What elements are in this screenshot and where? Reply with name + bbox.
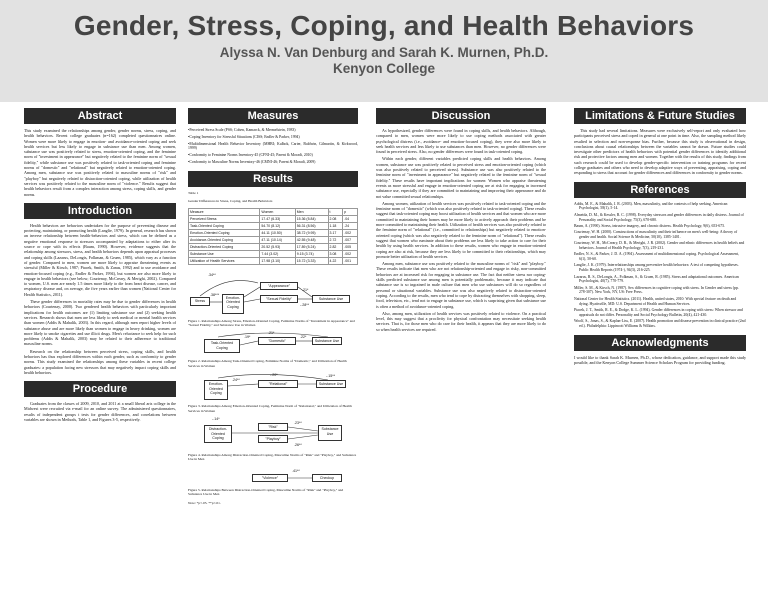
fig2-task-coping-box: Task-Oriented Coping [204, 339, 240, 353]
fig4-coef: .23** [294, 421, 302, 426]
discussion-paragraph: As hypothesized, gender differences were found in coping skills, and health behaviors. Although, compared to men, women were more likely to use coping methods associated with greater psychological distress (i.e., avoidance- and emotion-focused coping), they were also more likely to seek health services and less likely to use substances than men. However, no gender differences were found in perceived stress. Also, no gender differences were found in task-oriented coping. [376, 128, 546, 155]
fig1-coef: -.28** [300, 302, 309, 307]
significance-note: Note: *p<.05. **p<.01. [188, 500, 221, 505]
table-cell: 54.70 (8.12) [260, 222, 295, 229]
table-cell: Perceived Stress [189, 215, 260, 222]
fig1-sexual-fidelity-box: "Sexual Fidelity" [260, 295, 298, 303]
table-row [189, 257, 358, 264]
table-caption: Gender Differences in Stress, Coping, and Health Behaviors [188, 199, 273, 204]
figure-3 [188, 372, 358, 402]
column-1 [24, 108, 176, 594]
introduction-paragraph: Research on the relationship between perceived stress, coping skills, and health behaviors has thus explored differences within each gender, such as conformity to gender norms. This study examined the relationships among these variables in recent college graduates: a population facing new stressors that may negatively impact coping skills and health behaviors. [24, 348, 176, 375]
measures-heading: Measures [188, 108, 358, 124]
fig3-emotion-coping-box: Emotion-Oriented Coping [204, 380, 228, 400]
poster-title: Gender, Stress, Coping, and Health Behaviors [73, 10, 695, 41]
table-cell: .002 [343, 250, 358, 257]
table-cell: 44.11 (10.50) [260, 229, 295, 236]
table-row [189, 236, 358, 243]
table-cell: Utilization of Health Services [189, 257, 260, 264]
reference-entry: Miller, S. M., & Kirsch, N. (1987). Sex differences in cognitive coping with stress. In Gender and stress (pp. 278-307). New York, NY, US: Free Press. [574, 285, 739, 295]
table-cell: .002 [343, 229, 358, 236]
fig5-coef: .41** [292, 468, 300, 473]
fig4-coef: .26** [294, 443, 302, 448]
fig3-coef: .24** [232, 378, 240, 383]
reference-entry: National Center for Health Statistics. (2011). Health, united states, 2010: With special feature on death and dying. Hyattsville, MD: U.S. Department of Health and Human Services. [574, 296, 737, 306]
figure-1 [188, 269, 358, 317]
reference-entry: Woolf, S., Jonas, S., & Kaplan-Liss, E. (2007). Health promotion and disease prevention in clinical practice (2nd ed.). Philadelphia: Lippincott Williams & Wilkins. [574, 318, 746, 328]
reference-entry: Ptacek, J. T., Smith, R. E., & Dodge, K. L. (1994). Gender differences in coping with stress: When stressor and appraisals do not differ. Personality and Social Psychology Bulletin, 20(4), 421-430. [574, 307, 743, 317]
measures-item: •Coping Inventory for Stressful Situations (CISS; Endler & Parker, 1994) [188, 134, 300, 139]
results-table [188, 208, 358, 265]
table-header-cell: Women [260, 208, 295, 215]
table-row [189, 222, 358, 229]
table-cell: 7.44 (3.02) [260, 250, 295, 257]
table-cell: 2.82 [328, 243, 343, 250]
table-cell: 17.98 (3.10) [260, 257, 295, 264]
figure-5 [188, 466, 358, 486]
table-cell: 2.72 [328, 236, 343, 243]
acknowledgments-heading: Acknowledgments [574, 335, 746, 351]
figure-2-caption: Figure 2. Relationships Among Task-Oriented Coping, Feminine Norms of "Domestic," and Utilization of Health Services in Women [188, 359, 347, 368]
results-heading: Results [188, 171, 358, 187]
measures-item: •Conformity to Masculine Norms Inventory-46 (CMNI-46; Parent & Moradi, 2009) [188, 159, 316, 164]
table-cell: .24 [343, 222, 358, 229]
column-2 [188, 108, 358, 594]
poster-institution: Kenyon College [332, 61, 435, 76]
table-cell: .007 [343, 236, 358, 243]
table-cell: 2.08 [328, 215, 343, 222]
table-cell: .005 [343, 243, 358, 250]
table-row [189, 250, 358, 257]
table-header-row [189, 208, 358, 215]
fig2-coef: .22* [300, 335, 307, 340]
table-label: Table 1 [188, 190, 199, 195]
reference-entry: Addis, M. E., & Mahalik, J. R. (2003). Men, masculinity, and the contexts of help seeking. American Psychologist, 58(1), 5-14. [574, 201, 728, 211]
fig3-checkup-box: Substance Use [316, 380, 346, 388]
references-heading: References [574, 182, 746, 198]
table-cell: 56.31 (8.56) [295, 222, 328, 229]
fig4-risk-box: "Risk" [258, 423, 288, 431]
figure-3-caption: Figure 3. Relationships Among Emotion-Oriented Coping, Feminine Norm of "Relational," and Utilization of Health Services in Women [188, 404, 352, 413]
fig2-coef: .19* [244, 335, 251, 340]
reference-entry: Endler, N. S., & Parker, J. D. A. (1994). Assessment of multidimensional coping. Psychological Assessment, 6(1), 50-60. [574, 252, 739, 262]
fig4-coef: -.14* [212, 417, 220, 422]
table-cell: Avoidance-Oriented Coping [189, 236, 260, 243]
table-header-cell: p [343, 208, 358, 215]
figure-1-caption: Figure 1. Relationships Among Stress, Emotion-Oriented Coping, Feminine Norms of "Investment in Appearance" and "Sexual Fidelity," and Substance Use in Women [188, 318, 355, 327]
table-header-cell: Measure [189, 208, 260, 215]
procedure-heading: Procedure [24, 381, 176, 397]
fig1-stress-box: Stress [190, 297, 210, 306]
poster-header [0, 0, 768, 102]
fig3-coef: -.15** [326, 374, 335, 379]
table-cell: 38.72 (9.95) [295, 229, 328, 236]
column-4 [574, 108, 746, 594]
discussion-paragraph: Among men, substance use was positively related to the masculine norms of "risk" and "playboy." These results indicate that men who are not relationship-oriented and engage in risky, non-committed behaviors are at increased risk for engaging in substance use. The fact that neither stress nor coping-skills predicted substance use among men is potentially problematic, because it may indicate that substance use is so ingrained in male culture that men who use substances will do so regardless of personal or situational variables. Substance use was also negatively related to distraction-oriented coping. According to the results, men who tend to cope by distracting themselves with shopping, sleep, food, television, etc., tend not to engage in substance use, which is surprising given that substance use is often a method of avoidance-oriented coping. [376, 261, 546, 309]
reference-entry: Baum, A. (1990). Stress, intrusive imagery, and chronic distress. Health Psychology, 9(6), 653-675. [574, 223, 726, 228]
table-cell: 4.22 [328, 257, 343, 264]
table-row [189, 215, 358, 222]
measures-item: •Conformity to Feminine Norms Inventory-45 (CFNI-45; Parent & Moradi, 2010) [188, 153, 313, 158]
fig5-violence-box: "Violence" [252, 474, 288, 482]
fig4-playboy-box: "Playboy" [258, 435, 288, 443]
figure-2 [188, 331, 358, 357]
limitations-text: This study had several limitations. Measures were exclusively self-report and only evaluated how participants perceived stress and coped in general at one point in time. Also, the sampling method likely resulted in selection and non-response bias. Further, because this study is observational in design, conclusions about causal relationships between the variables cannot be drawn. Future studies could investigate other predictors of health behaviors with potential gender differences to identify additional risk and protective factors among men and women. Together with the results of this study, findings from such research could be used to develop gender-specific intervention or training programs for recent college graduates and others who need to develop adaptive ways of preventing, appraising, coping and responding to stress that account for gender differences and differences in conformity to gender norms. [574, 128, 746, 176]
reference-entry: Langlie, J. K. (1979). Interrelationships among preventive health behaviors: A test of competing hypotheses. Public Health Reports (1974-), 94(3), 216-225. [574, 263, 739, 273]
abstract-text: This study examined the relationships among gender, gender norms, stress, coping, and health behaviors. Recent college graduates (n=162) completed questionnaires online. Women were more likely to engage in emotion- and avoidance-oriented coping and seek health services but less likely to engage in substance use than men. Among women, substance use was positively related to stress, emotion-oriented coping, and the feminine norm of "investment in appearance" but negatively related to the feminine norm of "sexual fidelity," while substance use was positively related to task-oriented coping and feminine norms of "domestic" and "relational" but negatively related to emotion-oriented coping. Among men, substance use was positively related to masculine norms of "risk" and "playboy" but negatively related to distraction-oriented coping, while utilization of health services was positively related to the masculine norm of "violence." Results suggest that health behaviors result from a complex interaction among stress, coping skills, and gender norms. [24, 128, 176, 197]
figure-4 [188, 417, 358, 451]
introduction-paragraph: These gender differences in mortality rates may be due to gender differences in health behaviors (Courtenay, 2000). Two gendered health behaviors with particularly important implications for health outcomes are (1) limiting substance use and (2) seeking health services. Research shows that men are less likely to seek medical or mental health services than women (Addis & Mahalik, 2003). In this regard, although men report higher levels of substance abuse and are more likely than women to engage in heavy drinking, women are more likely to smoke cigarettes and use illicit drugs. Men's reluctance to seek help for such problems (Addis & Mahalik, 2003) may be related to their adherence to traditional masculine norms. [24, 299, 176, 347]
table-cell: 20.52 (5.93) [260, 243, 295, 250]
table-cell: 1.18 [328, 222, 343, 229]
table-cell: 17.89 (5.24) [295, 243, 328, 250]
procedure-text: Graduates from the classes of 2009, 2010, and 2011 at a small liberal arts college in the Midwest were recruited via e-mail for an online survey. The administered questionnaires, results of independent groups t tests for gender differences, and correlations between variables are shown in Methods, Table 1, and Figures 3-5, respectively. [24, 401, 176, 423]
table-cell: Substance Use [189, 250, 260, 257]
measures-item: •Multidimensional Health Behavior Inventory (MHBI; Kulbok, Carter, Baldwin, Gilmartin, & Kirkwood, 1999) [188, 141, 358, 151]
column-3 [376, 108, 546, 594]
reference-entry: Courtenay, W. H. (2000). Constructions of masculinity and their influence on men's well-being: A theory of gender and health. Social Science & Medicine, 50(10), 1385-1401. [574, 230, 738, 239]
fig5-checkup-box: Checkup [312, 474, 342, 482]
discussion-heading: Discussion [376, 108, 546, 124]
table-cell: 42.55 (9.48) [295, 236, 328, 243]
table-header-cell: t [328, 208, 343, 215]
table-cell: Emotion-Oriented Coping [189, 229, 260, 236]
table-cell: .04 [343, 215, 358, 222]
fig1-substance-use-box: Substance Use [312, 295, 350, 303]
table-cell: 3.17 [328, 229, 343, 236]
fig1-emotion-coping-box: Emotion-Oriented Coping [222, 294, 244, 314]
table-row [189, 229, 358, 236]
fig2-checkup-box: Substance Use [312, 337, 342, 345]
fig1-appearance-box: "Appearance" [260, 282, 298, 290]
reference-entry: Lazarus, R. S., DeLongis, A., Folkman, S., & Gruen, R. (1985). Stress and adaptational outcomes. American Psychologist, 40(7), 770-779. [574, 274, 739, 284]
table-cell: 47.11 (10.14) [260, 236, 295, 243]
table-cell: Task-Oriented Coping [189, 222, 260, 229]
fig4-substance-use-box: Substance Use [318, 425, 342, 441]
table-cell: 9.15 (3.74) [295, 250, 328, 257]
fig2-coef: .21* [268, 331, 275, 336]
discussion-paragraph: Also, among men, utilization of health services was positively related to violence. On a practical level, this may suggest that a proclivity for physical confrontation may necessitate seeking health services. That is, for those men who do care for their health, it appears that they are more likely to do so when health services are required. [376, 310, 546, 332]
table-cell: Distraction-Oriented Coping [189, 243, 260, 250]
figure-4-caption: Figure 4. Relationships Among Distraction-Oriented Coping, Masculine Norms of "Risk" and "Playboy," and Substance Use in Men [188, 453, 357, 462]
fig1-coef: .34** [208, 272, 216, 277]
introduction-paragraph: Health behaviors are behaviors undertaken for the purpose of preventing disease and protecting, maintaining, or promoting health (Langlie, 1979). In general, research has shown an inverse relationship between health-behaviors and stress, which can be defined as a negative emotional response to stressors accompanied by adaptations to either alter its source or cope with its effects (Baum, 1990). However, evidence suggests that the relationship among stressors, stress, and health behaviors depends upon appraisal processes and coping skills (Lazarus, DeLongis, Folkman, & Gruen, 1985), which vary as a function of gender. Compared to men, women are more likely to appraise threatening events as stressful (Miller & Kirsch, 1987; Ptacek, Smith, & Zanas, 1992) and to use avoidance and emotion-focused coping (e.g., Endler & Parker, 1994), but women are also more likely to engage in health behaviors (see below; Courtenay, McCreary, & Merighi, 2002). Compared to women, U.S. men are nearly 1.5 times more likely to die from heart disease, cancer, and respiratory disease and, on average, die five years earlier than women (National Center for Health Statistics, 2011). [24, 222, 176, 297]
fig4-distraction-coping-box: Distraction-Oriented Coping [204, 425, 232, 443]
introduction-heading: Introduction [24, 203, 176, 219]
poster-authors: Alyssa N. Van Denburg and Sarah K. Murnen, Ph.D. [219, 45, 549, 60]
fig2-domestic-box: "Domestic" [258, 337, 296, 345]
discussion-paragraph: Within each gender, different variables predicted coping skills and health behaviors. Among women, substance use was positively related to perceived stress and emotion-oriented coping (which was also positively related to perceived stress). Substance use was also positively related to the feminine norm of "investment in appearance" but negatively related to the feminine norm of "sexual fidelity." These results have important implications for women: Women who appraise threatening events as more stressful and engage in emotion-oriented coping are at risk for engaging in increased substance use, especially if they are committed to maintaining and improving their appearance and do not value committed sexual relationships. [376, 156, 546, 199]
table-header-cell: Men [295, 208, 328, 215]
table-row [189, 243, 358, 250]
reference-entry: Courtenay, W. H., McCreary, D. R., & Merighi, J. R. (2002). Gender and ethnic differences in health beliefs and behaviors. Journal of Health Psychology, 7(3), 219-231. [574, 241, 745, 251]
fig1-coef: .38*** [210, 292, 220, 297]
table-cell: 15.72 (3.33) [295, 257, 328, 264]
figure-5-caption: Figure 5. Relationships Between Distraction-Oriented Coping, Masculine Norms of "Risk" and "Playboy," and Substance Use in Men [188, 487, 344, 497]
measures-item: •Perceived Stress Scale (PSS; Cohen, Kamarck, & Mermelstein, 1983) [188, 128, 296, 132]
fig3-coef: -.20* [270, 373, 278, 378]
references-list [574, 202, 746, 329]
acknowledgments-text: I would like to thank Sarah K. Murnen, Ph.D., whose dedication, guidance, and support made this study possible, and the Kenyon College Summer Science Scholars Program for providing funding. [574, 354, 746, 365]
table-cell: .001 [343, 257, 358, 264]
fig1-coef: .21* [302, 287, 309, 292]
discussion-paragraph: Among women, utilization of health services was positively related to task-oriented coping and the feminine norm of "domestic" (which was also positively related to task-oriented coping). These results suggest that task-oriented coping may boost utilization of health services and that women who are more committed to maintaining their homes may be more likely to actively approach their problems and be more committed to maintaining their health. Utilization of health services was also positively related to the feminine norm of "relational" (i.e., committed to relationships) but negatively related to emotion-oriented coping (which was also negatively related to the feminine norm of "relational"). These results suggest that women who ruminate about their problems are less likely to take action to care for their health by using health services. In addition to these results, women who engage in emotion-oriented coping are also at risk, because they are less likely to be committed to their relationships, which may promote better utilization of health services. [376, 200, 546, 259]
fig3-relational-box: "Relational" [258, 380, 298, 388]
reference-entry: Almeida, D. M., & Kessler, R. C. (1998). Everyday stressors and gender differences in daily distress. Journal of Personality and Social Psychology, 75(3), 670-680. [574, 212, 744, 222]
limitations-heading: Limitations & Future Studies [574, 108, 746, 124]
table-cell: 17.47 (6.33) [260, 215, 295, 222]
abstract-heading: Abstract [24, 108, 176, 124]
table-cell: 3.08 [328, 250, 343, 257]
table-cell: 15.36 (5.84) [295, 215, 328, 222]
